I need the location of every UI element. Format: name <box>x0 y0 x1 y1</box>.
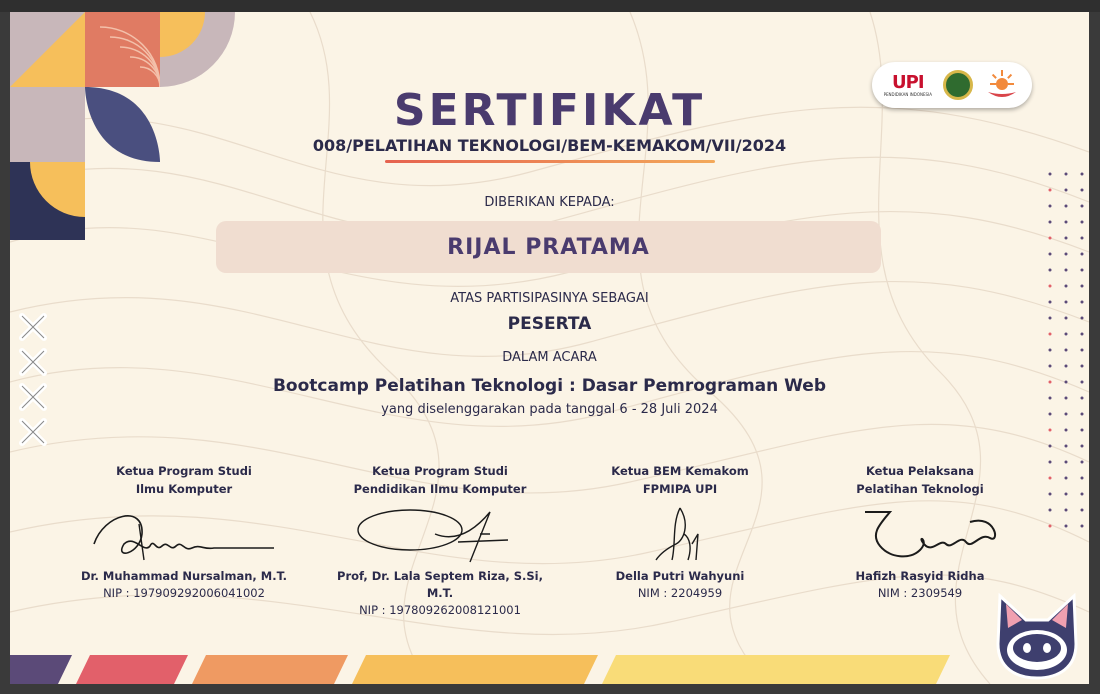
dot <box>1081 205 1084 208</box>
dot <box>1049 525 1052 528</box>
dot <box>1081 253 1084 256</box>
dot <box>1049 381 1052 384</box>
dot <box>1065 173 1068 176</box>
certificate-title: SERTIFIKAT <box>393 85 706 136</box>
dot <box>1065 205 1068 208</box>
dot <box>1065 269 1068 272</box>
dot <box>1049 253 1052 256</box>
dot <box>1065 381 1068 384</box>
dot <box>1049 429 1052 432</box>
dot <box>1065 365 1068 368</box>
dot <box>1049 461 1052 464</box>
dot <box>1081 461 1084 464</box>
dot <box>1065 317 1068 320</box>
dot <box>1081 317 1084 320</box>
dot <box>1049 397 1052 400</box>
dot <box>1081 413 1084 416</box>
recipient-name: RIJAL PRATAMA <box>447 234 650 260</box>
dot <box>1049 493 1052 496</box>
dot <box>1049 445 1052 448</box>
dot <box>1081 221 1084 224</box>
dot <box>1065 413 1068 416</box>
dot <box>1081 285 1084 288</box>
dot <box>1065 237 1068 240</box>
event-name: Bootcamp Pelatihan Teknologi : Dasar Pemrograman Web <box>272 376 827 396</box>
signatory-3: Ketua BEM Kemakom FPMIPA UPI Della Putri Wahyuni NIM : 2204959 <box>570 462 790 602</box>
dot <box>1065 525 1068 528</box>
participation-label: ATAS PARTISIPASINYA SEBAGAI <box>450 291 649 306</box>
window-top-border <box>0 0 1100 12</box>
dot <box>1081 397 1084 400</box>
dot <box>1065 285 1068 288</box>
dot <box>1049 205 1052 208</box>
dot <box>1049 189 1052 192</box>
bottom-color-stripes <box>10 655 1089 684</box>
signature-4 <box>820 504 1020 566</box>
dot <box>1049 269 1052 272</box>
signatory-1: Ketua Program Studi Ilmu Komputer Dr. Muhammad Nursalman, M.T. NIP : 197909292006041002 <box>80 464 288 600</box>
given-to-label: DIBERIKAN KEPADA: <box>484 195 615 210</box>
signatory-4: Ketua Pelaksana Pelatihan Teknologi Hafizh Rasyid Ridha NIM : 2309549 <box>810 462 1030 602</box>
dot <box>1081 381 1084 384</box>
cat-mascot-icon <box>992 588 1082 680</box>
dot <box>1081 269 1084 272</box>
dot <box>1065 349 1068 352</box>
dot-grid-decoration <box>1046 170 1086 540</box>
dot <box>1081 349 1084 352</box>
certificate-number: 008/PELATIHAN TEKNOLOGI/BEM-KEMAKOM/VII/2024 <box>312 136 787 155</box>
dot <box>1049 413 1052 416</box>
dot <box>1049 173 1052 176</box>
dot <box>1065 333 1068 336</box>
dot <box>1081 525 1084 528</box>
event-label: DALAM ACARA <box>502 350 597 365</box>
title-underline <box>385 160 715 163</box>
dot <box>1081 493 1084 496</box>
dot <box>1049 333 1052 336</box>
dot <box>1065 445 1068 448</box>
dot <box>1065 477 1068 480</box>
dot <box>1049 221 1052 224</box>
dot <box>1065 253 1068 256</box>
dot <box>1049 317 1052 320</box>
dot <box>1049 349 1052 352</box>
dot <box>1065 189 1068 192</box>
x-decoration-icon <box>18 382 48 412</box>
dot <box>1065 221 1068 224</box>
x-decoration-icon <box>18 312 48 342</box>
dot <box>1049 301 1052 304</box>
dot <box>1081 477 1084 480</box>
dot <box>1081 237 1084 240</box>
dot <box>1081 189 1084 192</box>
dot <box>1065 397 1068 400</box>
signatory-2: Ketua Program Studi Pendidikan Ilmu Komputer Prof, Dr. Lala Septem Riza, S.Si, M.T. NIP : 197809262008121001 <box>337 464 543 617</box>
dot <box>1049 477 1052 480</box>
dot <box>1081 429 1084 432</box>
participant-role: PESERTA <box>507 314 592 334</box>
dot <box>1081 365 1084 368</box>
signature-3 <box>580 504 780 566</box>
dot <box>1081 333 1084 336</box>
signature-2 <box>340 504 540 566</box>
recipient-name-box <box>216 221 881 273</box>
dot <box>1065 301 1068 304</box>
dot <box>1049 509 1052 512</box>
dot <box>1065 509 1068 512</box>
dot <box>1049 365 1052 368</box>
dot <box>1081 509 1084 512</box>
dot <box>1049 285 1052 288</box>
upi-logo: UPI PENDIDIKAN INDONESIA <box>883 71 932 97</box>
certificate <box>10 12 1089 684</box>
dot <box>1049 237 1052 240</box>
x-decoration-icon <box>18 417 48 447</box>
dot <box>1065 493 1068 496</box>
event-date: yang diselenggarakan pada tanggal 6 - 28 Juli 2024 <box>381 402 718 417</box>
signature-1 <box>84 504 284 566</box>
dot <box>1065 461 1068 464</box>
x-decoration-icon <box>18 347 48 377</box>
dot <box>1081 445 1084 448</box>
dot <box>1065 429 1068 432</box>
dot <box>1081 301 1084 304</box>
dot <box>1081 173 1084 176</box>
